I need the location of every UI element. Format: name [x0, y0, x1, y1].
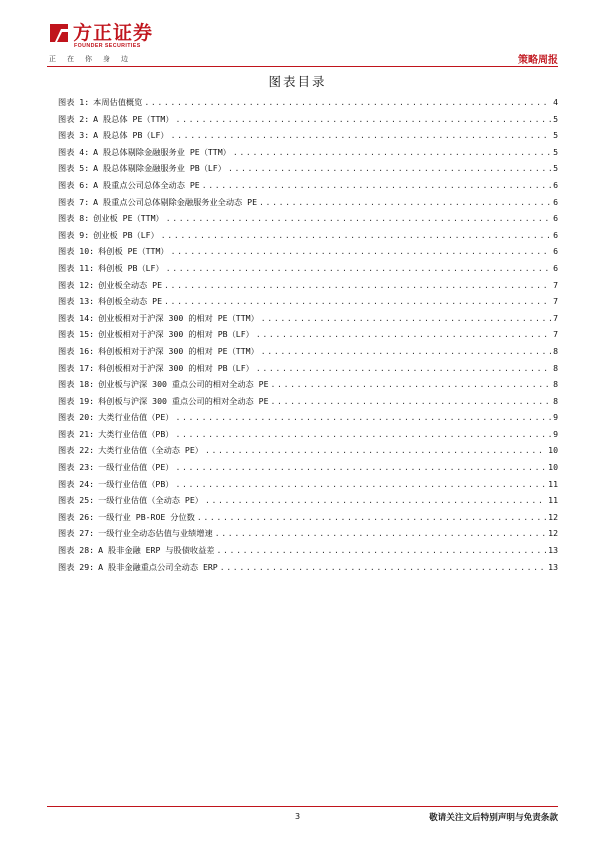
toc-entry-title: A 股总体 PB（LF） — [93, 130, 169, 141]
toc-entry[interactable] — [58, 130, 558, 147]
toc-entry[interactable] — [58, 495, 558, 512]
toc-entry-page: 8 — [553, 379, 558, 390]
toc-dot-leader — [171, 246, 551, 256]
toc-dot-leader — [175, 412, 551, 422]
toc-entry-label: 图表 5: — [58, 163, 90, 174]
toc-entry-title: 科创板相对于沪深 300 的相对 PB（LF） — [98, 362, 254, 373]
toc-entry[interactable] — [58, 363, 558, 380]
toc-entry[interactable] — [58, 445, 558, 462]
toc-dot-leader — [271, 379, 552, 389]
toc-entry-page: 13 — [548, 545, 558, 556]
toc-entry-page: 8 — [553, 345, 558, 356]
toc-dot-leader — [256, 363, 551, 373]
toc-entry-label: 图表 22: — [58, 445, 95, 456]
toc-dot-leader — [259, 197, 551, 207]
toc-entry[interactable] — [58, 528, 558, 545]
toc-entry-page: 10 — [548, 462, 558, 473]
toc-entry-title: 创业板相对于沪深 300 的相对 PE（TTM） — [98, 312, 259, 323]
toc-entry-page: 7 — [553, 329, 558, 340]
toc-dot-leader — [166, 263, 551, 273]
toc-entry-label: 图表 24: — [58, 478, 95, 489]
toc-entry-page: 6 — [553, 196, 558, 207]
toc-entry-page: 8 — [553, 395, 558, 406]
toc-entry-title: 科创板 PB（LF） — [98, 262, 164, 273]
toc-entry[interactable] — [58, 97, 558, 114]
toc-entry-label: 图表 11: — [58, 262, 95, 273]
toc-entry-title: 创业板 PB（LF） — [93, 229, 159, 240]
toc-dot-leader — [175, 462, 546, 472]
toc-entry-title: 本周估值概览 — [93, 97, 143, 107]
toc-entry[interactable] — [58, 246, 558, 263]
toc-entry-page: 5 — [553, 130, 558, 141]
toc-entry-label: 图表 6: — [58, 179, 90, 190]
toc-dot-leader — [164, 296, 551, 306]
toc-entry-label: 图表 14: — [58, 312, 95, 323]
toc-entry-title: 一级行业全动态估值与业绩增速 — [98, 528, 213, 539]
toc-entry-title: 一级行业估值（PE） — [98, 462, 174, 473]
toc-entry-label: 图表 28: — [58, 545, 95, 556]
toc-dot-leader — [220, 562, 546, 572]
toc-dot-leader — [175, 429, 551, 439]
toc-dot-leader — [233, 147, 551, 157]
toc-dot-leader — [175, 479, 546, 489]
toc-dot-leader — [271, 396, 552, 406]
toc-entry-label: 图表 7: — [58, 196, 90, 207]
toc-entry-title: A 股总体剔除金融服务业 PB（LF） — [93, 163, 226, 174]
toc-dot-leader — [228, 163, 551, 173]
toc-entry-page: 7 — [553, 279, 558, 290]
founder-logo-icon — [47, 21, 71, 45]
toc-entry-page: 5 — [553, 163, 558, 174]
toc-dot-leader — [205, 495, 546, 505]
toc-entry-label: 图表 13: — [58, 296, 95, 307]
toc-entry-page: 5 — [553, 113, 558, 124]
logo-slogan: 正在你身边 — [49, 55, 139, 63]
toc-entry[interactable] — [58, 263, 558, 280]
toc-entry-label: 图表 26: — [58, 511, 95, 522]
toc-entry-title: A 股非金融重点公司全动态 ERP — [98, 561, 218, 572]
toc-entry-label: 图表 15: — [58, 329, 95, 340]
toc-entry-title: A 股重点公司总体全动态 PE — [93, 179, 200, 190]
toc-dot-leader — [176, 114, 552, 124]
toc-dot-leader — [171, 130, 551, 140]
toc-dot-leader — [261, 313, 551, 323]
table-of-figures — [58, 97, 558, 578]
toc-entry-title: 创业板全动态 PE — [98, 279, 163, 290]
toc-entry-title: A 股总体剔除金融服务业 PE（TTM） — [93, 146, 231, 157]
toc-dot-leader — [197, 512, 546, 522]
toc-entry[interactable] — [58, 512, 558, 529]
toc-entry[interactable] — [58, 429, 558, 446]
toc-entry[interactable] — [58, 313, 558, 330]
toc-entry-title: 大类行业估值（全动态 PE） — [98, 445, 203, 456]
toc-entry[interactable] — [58, 163, 558, 180]
toc-entry-label: 图表 29: — [58, 561, 95, 572]
toc-dot-leader — [144, 97, 551, 107]
logo-english-name: FOUNDER SECURITIES — [74, 43, 141, 49]
toc-entry-page: 6 — [553, 213, 558, 224]
toc-entry-label: 图表 21: — [58, 428, 95, 439]
toc-entry-page: 11 — [548, 478, 558, 489]
toc-entry-page: 7 — [553, 296, 558, 307]
footer-divider — [47, 806, 558, 807]
toc-dot-leader — [215, 528, 546, 538]
disclaimer-note: 敬请关注文后特别声明与免责条款 — [429, 813, 558, 823]
toc-entry-label: 图表 12: — [58, 279, 95, 290]
toc-entry[interactable] — [58, 562, 558, 579]
toc-entry-label: 图表 23: — [58, 462, 95, 473]
toc-dot-leader — [256, 329, 551, 339]
toc-entry-title: 创业板相对于沪深 300 的相对 PB（LF） — [98, 329, 254, 340]
toc-dot-leader — [205, 445, 546, 455]
report-type-label: 策略周报 — [518, 55, 558, 66]
toc-entry-page: 8 — [553, 362, 558, 373]
toc-dot-leader — [202, 180, 551, 190]
toc-entry-label: 图表 25: — [58, 495, 95, 506]
toc-entry-page: 13 — [548, 561, 558, 572]
toc-entry[interactable] — [58, 213, 558, 230]
toc-entry[interactable] — [58, 396, 558, 413]
toc-entry[interactable] — [58, 462, 558, 479]
toc-entry-page: 12 — [548, 528, 558, 539]
toc-entry[interactable] — [58, 147, 558, 164]
toc-entry-title: 科创板相对于沪深 300 的相对 PE（TTM） — [98, 345, 259, 356]
toc-entry-title: A 股重点公司总体剔除金融服务业全动态 PE — [93, 196, 258, 207]
toc-entry[interactable] — [58, 379, 558, 396]
page-number: 3 — [294, 812, 301, 821]
toc-dot-leader — [166, 213, 551, 223]
toc-entry-label: 图表 1: — [58, 97, 90, 107]
toc-entry[interactable] — [58, 296, 558, 313]
toc-entry-page: 10 — [548, 445, 558, 456]
toc-dot-leader — [261, 346, 551, 356]
toc-entry-label: 图表 16: — [58, 345, 95, 356]
toc-entry-label: 图表 10: — [58, 246, 95, 257]
toc-entry[interactable] — [58, 114, 558, 131]
toc-entry-title: 大类行业估值（PB） — [98, 428, 174, 439]
toc-entry-title: 大类行业估值（PE） — [98, 412, 174, 423]
toc-entry-page: 6 — [553, 229, 558, 240]
toc-entry-title: 一级行业估值（全动态 PE） — [98, 495, 203, 506]
toc-entry-title: 一级行业 PB-ROE 分位数 — [98, 511, 195, 522]
toc-entry-page: 12 — [548, 511, 558, 522]
toc-entry-label: 图表 9: — [58, 229, 90, 240]
toc-entry-page: 9 — [553, 412, 558, 423]
toc-entry-label: 图表 27: — [58, 528, 95, 539]
toc-entry-label: 图表 4: — [58, 146, 90, 157]
toc-entry-label: 图表 18: — [58, 379, 95, 390]
toc-dot-leader — [161, 230, 551, 240]
toc-entry-label: 图表 3: — [58, 130, 90, 141]
toc-entry-page: 6 — [553, 262, 558, 273]
toc-entry-title: 科创板 PE（TTM） — [98, 246, 169, 257]
toc-entry-page: 11 — [548, 495, 558, 506]
toc-entry[interactable] — [58, 180, 558, 197]
toc-entry-label: 图表 8: — [58, 213, 90, 224]
toc-entry-label: 图表 17: — [58, 362, 95, 373]
toc-dot-leader — [164, 280, 551, 290]
toc-entry-title: 创业板与沪深 300 重点公司的相对全动态 PE — [98, 379, 269, 390]
toc-title: 图表目录 — [268, 74, 327, 89]
company-logo — [47, 18, 207, 64]
toc-entry[interactable] — [58, 479, 558, 496]
toc-entry-label: 图表 2: — [58, 113, 90, 124]
toc-entry-title: 创业板 PE（TTM） — [93, 213, 164, 224]
toc-entry[interactable] — [58, 280, 558, 297]
toc-entry[interactable] — [58, 412, 558, 429]
toc-entry-label: 图表 19: — [58, 395, 95, 406]
toc-entry-page: 6 — [553, 179, 558, 190]
toc-entry-page: 6 — [553, 246, 558, 257]
toc-entry-title: 科创板与沪深 300 重点公司的相对全动态 PE — [98, 395, 269, 406]
toc-entry-title: A 股非金融 ERP 与股债收益差 — [98, 545, 215, 556]
toc-dot-leader — [216, 545, 546, 555]
toc-entry-title: A 股总体 PE（TTM） — [93, 113, 174, 124]
toc-entry[interactable] — [58, 329, 558, 346]
logo-chinese-name: 方正证券 — [73, 22, 154, 44]
toc-entry[interactable] — [58, 230, 558, 247]
toc-entry-title: 一级行业估值（PB） — [98, 478, 174, 489]
page-header — [0, 0, 595, 70]
toc-entry[interactable] — [58, 346, 558, 363]
header-divider — [47, 66, 558, 67]
toc-entry-title: 科创板全动态 PE — [98, 296, 163, 307]
toc-entry-page: 9 — [553, 428, 558, 439]
toc-entry-page: 7 — [553, 312, 558, 323]
toc-entry[interactable] — [58, 197, 558, 214]
toc-entry-page: 5 — [553, 146, 558, 157]
toc-entry-label: 图表 20: — [58, 412, 95, 423]
toc-entry-page: 4 — [553, 97, 558, 107]
toc-entry[interactable] — [58, 545, 558, 562]
